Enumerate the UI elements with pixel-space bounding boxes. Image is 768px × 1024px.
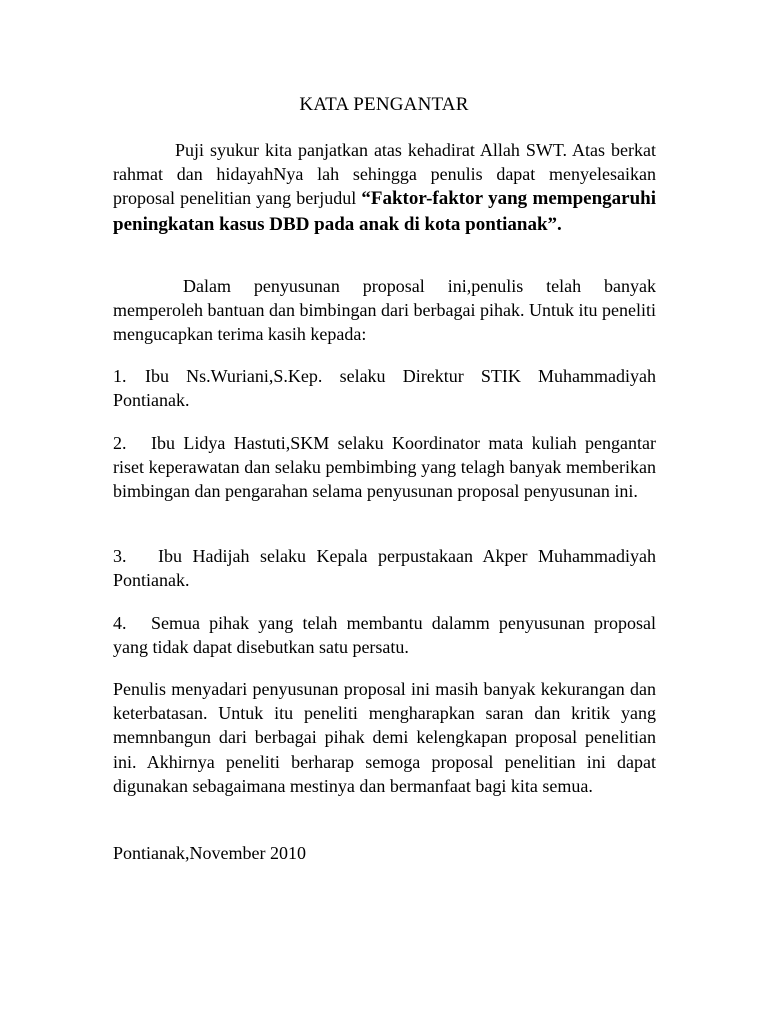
- acknowledgement-number: 1.: [113, 366, 127, 386]
- help-paragraph: Dalam penyusunan proposal ini,penulis telah banyak memperoleh bantuan dan bimbingan dari berbagai pihak. Untuk itu peneliti mengucapkan terima kasih kepada:: [113, 276, 656, 345]
- page-title: KATA PENGANTAR: [299, 94, 469, 115]
- acknowledgement-text: Ibu Hadijah selaku Kepala perpustakaan Akper Muhammadiyah Pontianak.: [113, 546, 656, 591]
- acknowledgement-text: Ibu Lidya Hastuti,SKM selaku Koordinator mata kuliah pengantar riset keperawatan dan selaku pembimbing yang telagh banyak memberikan bimbingan dan pengarahan selama penyusunan proposal penyusunan ini.: [113, 433, 656, 502]
- acknowledgement-item: [113, 544, 656, 592]
- acknowledgement-text: Semua pihak yang telah membantu dalamm penyusunan proposal yang tidak dapat disebutkan satu persatu.: [113, 613, 656, 658]
- acknowledgement-number: 4.: [113, 613, 127, 633]
- acknowledgement-number: 3.: [113, 546, 127, 566]
- acknowledgement-item: [113, 611, 656, 659]
- acknowledgement-item: [113, 431, 656, 504]
- acknowledgement-item: [113, 364, 656, 412]
- acknowledgement-text: Ibu Ns.Wuriani,S.Kep. selaku Direktur STIK Muhammadiyah Pontianak.: [113, 366, 656, 411]
- intro-text: Puji syukur kita panjatkan atas kehadirat Allah SWT. Atas berkat rahmat dan hidayahNya lah sehingga penulis dapat menyelesaikan proposal penelitian yang berjudul: [113, 140, 656, 209]
- acknowledgement-number: 2.: [113, 433, 127, 453]
- proposal-title: “Faktor-faktor yang mempengaruhi peningkatan kasus DBD pada anak di kota pontianak”.: [113, 188, 657, 235]
- place-date: Pontianak,November 2010: [113, 843, 306, 863]
- intro-paragraph: [113, 138, 656, 237]
- closing-paragraph: Penulis menyadari penyusunan proposal ini masih banyak kekurangan dan keterbatasan. Untuk itu peneliti mengharapkan saran dan kritik yang memnbangun dari berbagai pihak demi kelengkapan proposal penelitian ini. Akhirnya peneliti berharap semoga proposal penelitian ini dapat digunakan sebagaimana mestinya dan bermanfaat bagi kita semua.: [113, 679, 656, 796]
